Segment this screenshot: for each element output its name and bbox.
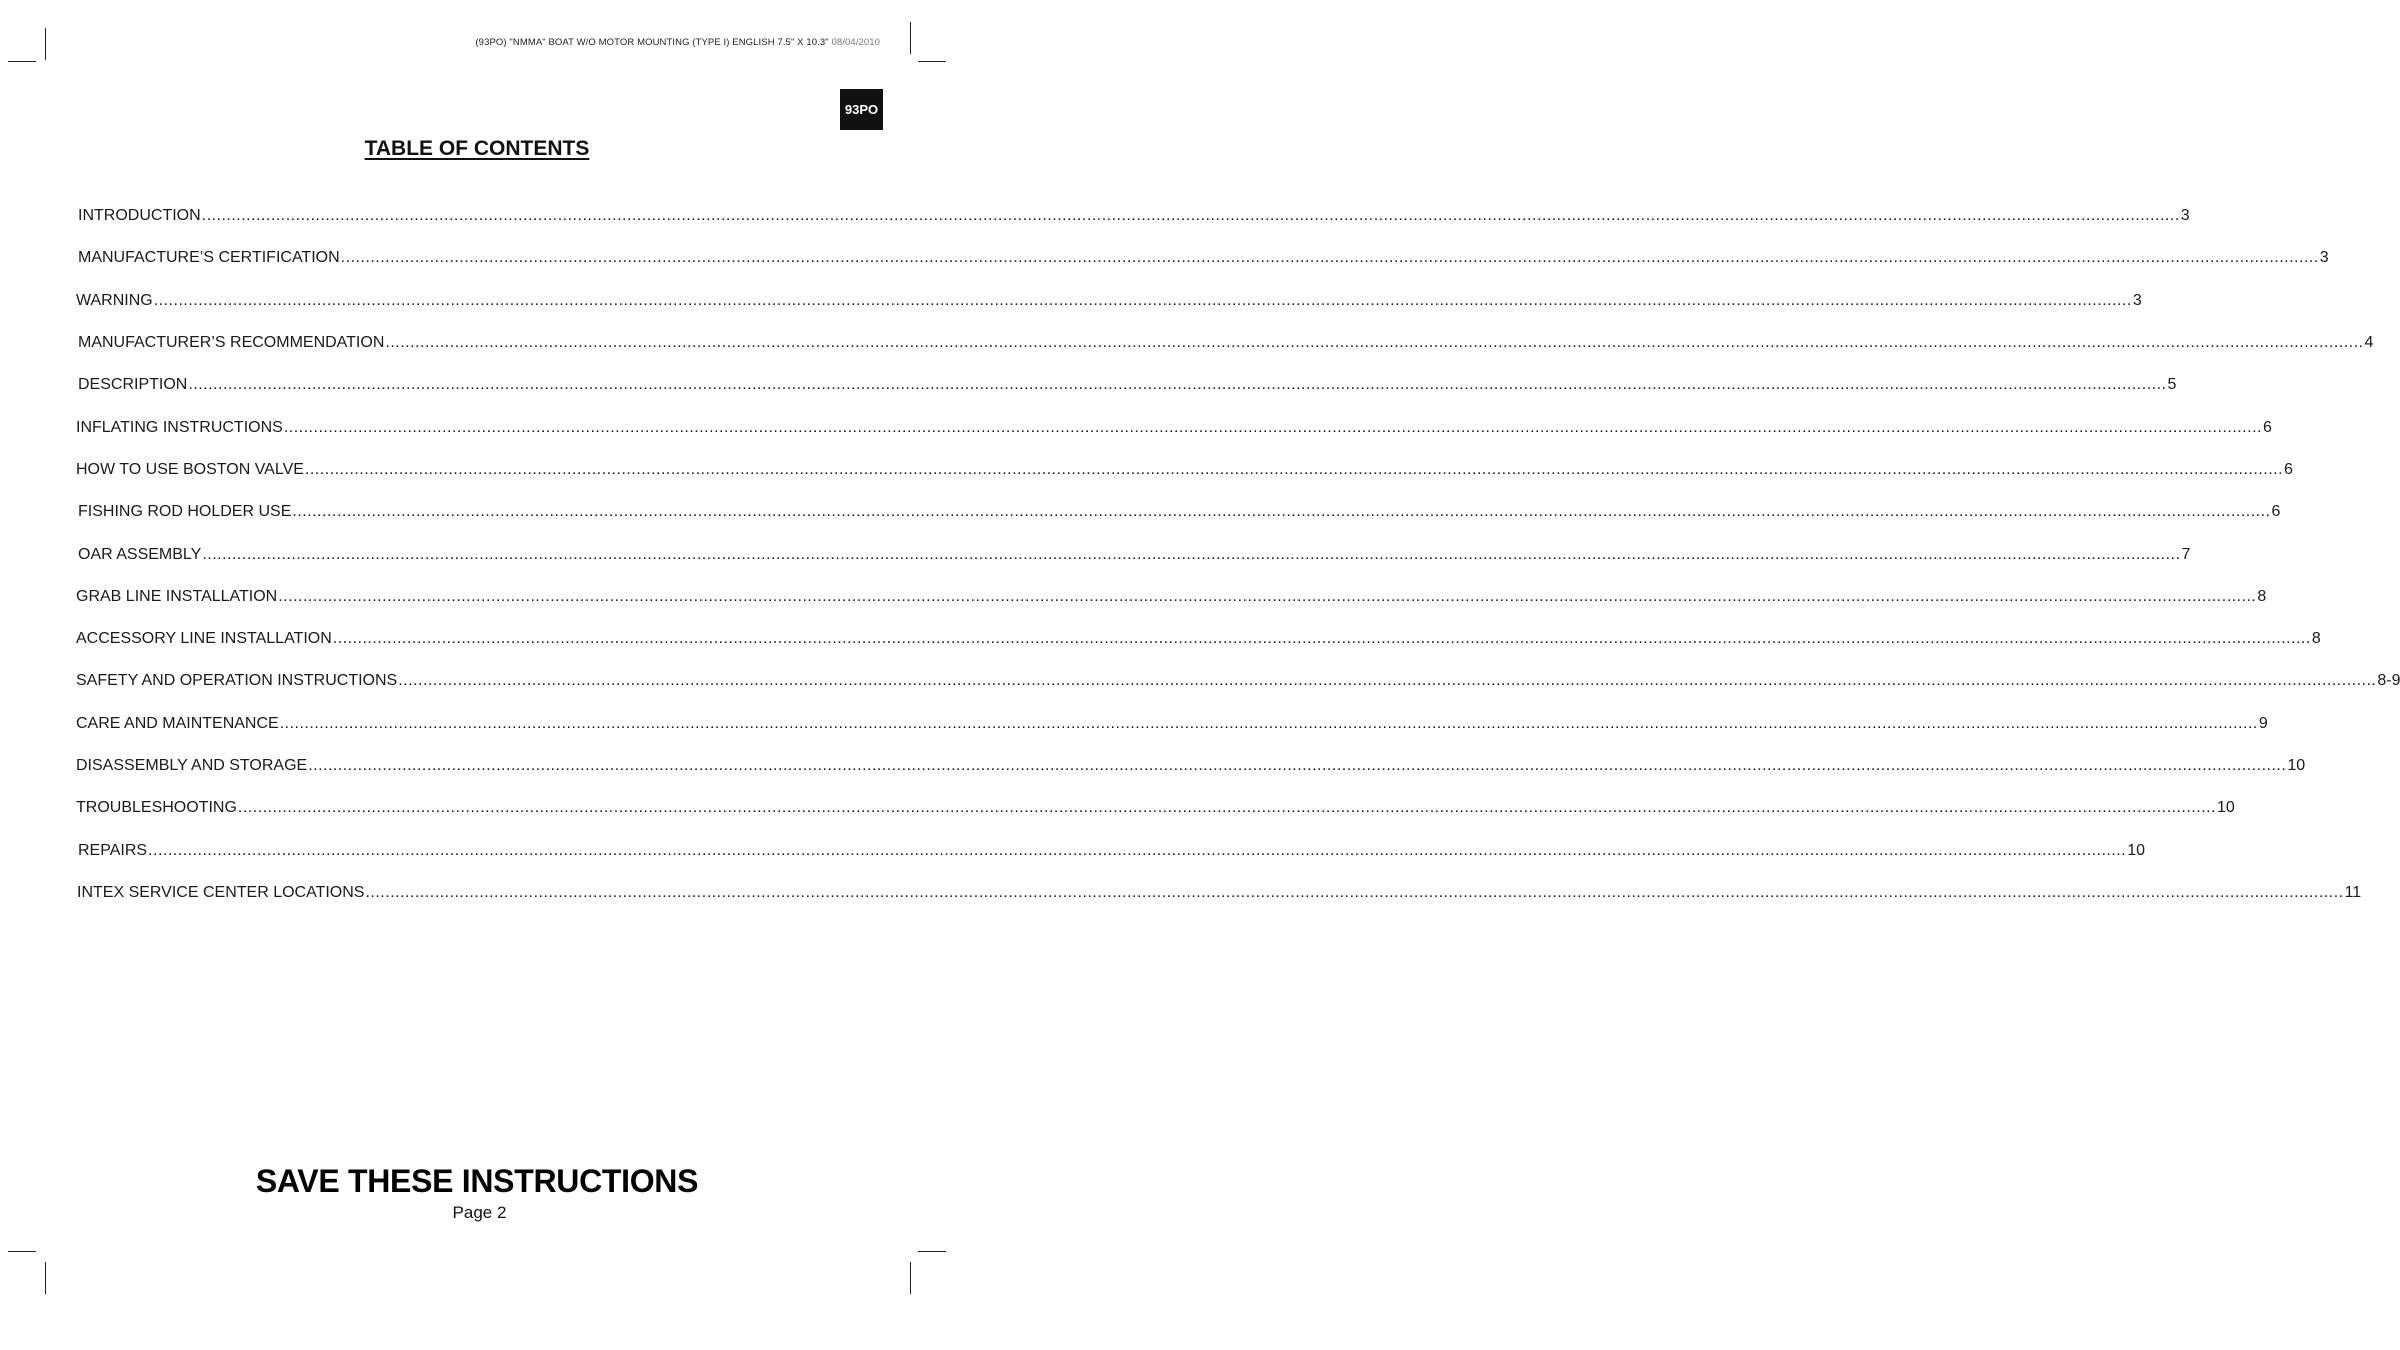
- toc-entry-page: 6: [2262, 419, 2272, 436]
- toc-entry-boston-valve[interactable]: [76, 461, 2293, 481]
- toc-entry-safety-operation[interactable]: [76, 672, 2400, 692]
- toc-entry-page: 8: [2257, 588, 2267, 605]
- toc-leader-dots: ................................................................................................................................................................................................................................................................................................................................................................................................................: [188, 376, 2167, 393]
- toc-leader-dots: ................................................................................................................................................................................................................................................................................................................................................................................................................: [308, 757, 2287, 774]
- toc-entry-page: 8: [2311, 630, 2321, 647]
- toc-leader-dots: ................................................................................................................................................................................................................................................................................................................................................................................................................: [385, 334, 2364, 351]
- toc-leader-dots: ................................................................................................................................................................................................................................................................................................................................................................................................................: [153, 292, 2132, 309]
- toc-entry-label: TROUBLESHOOTING: [76, 799, 237, 816]
- toc-entry-label: DESCRIPTION: [78, 376, 188, 393]
- toc-leader-dots: ................................................................................................................................................................................................................................................................................................................................................................................................................: [278, 588, 2257, 605]
- toc-entry-page: 6: [2284, 461, 2293, 478]
- toc-entry-label: WARNING: [76, 292, 153, 309]
- toc-leader-dots: ................................................................................................................................................................................................................................................................................................................................................................................................................: [283, 419, 2262, 436]
- toc-entry-page: 5: [2167, 376, 2177, 393]
- toc-entry-care-maintenance[interactable]: [76, 715, 2268, 735]
- toc-entry-page: 9: [2258, 715, 2268, 732]
- toc-entry-label: FISHING ROD HOLDER USE: [78, 503, 292, 520]
- toc-entry-label: DISASSEMBLY AND STORAGE: [76, 757, 308, 774]
- toc-entry-label: CARE AND MAINTENANCE: [76, 715, 279, 732]
- toc-entry-label: ACCESSORY LINE INSTALLATION: [76, 630, 332, 647]
- crop-mark-bottom-left-horizontal: [8, 1251, 36, 1252]
- toc-title: TABLE OF CONTENTS: [364, 137, 590, 160]
- toc-entry-description[interactable]: [78, 376, 2177, 396]
- toc-entry-service-centers[interactable]: [77, 884, 2362, 904]
- toc-entry-disassembly-storage[interactable]: [76, 757, 2306, 777]
- product-code-badge: 93PO: [840, 89, 883, 130]
- toc-entry-label: INTEX SERVICE CENTER LOCATIONS: [77, 884, 365, 901]
- toc-leader-dots: ................................................................................................................................................................................................................................................................................................................................................................................................................: [398, 672, 2377, 689]
- toc-leader-dots: ................................................................................................................................................................................................................................................................................................................................................................................................................: [237, 799, 2217, 816]
- toc-entry-label: OAR ASSEMBLY: [78, 546, 202, 563]
- crop-mark-top-left-horizontal: [8, 61, 36, 62]
- crop-mark-top-right-vertical: [910, 22, 911, 54]
- toc-entry-inflating-instructions[interactable]: [76, 419, 2272, 439]
- print-spec-text: (93PO) "NMMA" BOAT W/O MOTOR MOUNTING (TYPE I) ENGLISH 7.5" X 10.3": [475, 37, 829, 48]
- toc-leader-dots: ................................................................................................................................................................................................................................................................................................................................................................................................................: [279, 715, 2258, 732]
- toc-entry-label: GRAB LINE INSTALLATION: [76, 588, 278, 605]
- toc-entry-label: REPAIRS: [78, 842, 148, 859]
- toc-entry-grab-line[interactable]: [76, 588, 2267, 608]
- print-spec-header: [475, 37, 880, 48]
- toc-leader-dots: ................................................................................................................................................................................................................................................................................................................................................................................................................: [340, 249, 2319, 266]
- print-date: 08/04/2010: [831, 37, 880, 48]
- crop-mark-bottom-right-vertical: [910, 1262, 911, 1294]
- toc-leader-dots: ................................................................................................................................................................................................................................................................................................................................................................................................................: [202, 546, 2181, 563]
- toc-leader-dots: ................................................................................................................................................................................................................................................................................................................................................................................................................: [292, 503, 2271, 520]
- toc-entry-page: 3: [2180, 207, 2190, 224]
- save-instructions-heading: SAVE THESE INSTRUCTIONS: [255, 1163, 699, 1199]
- toc-entry-page: 3: [2319, 249, 2329, 266]
- toc-entry-warning[interactable]: [76, 292, 2142, 312]
- toc-entry-page: 8-9: [2377, 672, 2400, 689]
- toc-entry-page: 3: [2132, 292, 2142, 309]
- toc-entry-repairs[interactable]: [78, 842, 2145, 862]
- crop-mark-top-left-vertical: [45, 28, 46, 60]
- toc-leader-dots: ................................................................................................................................................................................................................................................................................................................................................................................................................: [201, 207, 2180, 224]
- toc-entry-fishing-rod-holder[interactable]: [78, 503, 2281, 523]
- toc-entry-label: HOW TO USE BOSTON VALVE: [76, 461, 304, 478]
- crop-mark-bottom-right-horizontal: [918, 1251, 946, 1252]
- toc-entry-page: 4: [2364, 334, 2374, 351]
- toc-entry-accessory-line[interactable]: [76, 630, 2321, 650]
- toc-entry-manufacturer-recommendation[interactable]: [78, 334, 2374, 354]
- toc-entry-label: MANUFACTURE’S CERTIFICATION: [78, 249, 340, 266]
- toc-entry-troubleshooting[interactable]: [76, 799, 2235, 819]
- toc-entry-page: 6: [2271, 503, 2281, 520]
- toc-leader-dots: ................................................................................................................................................................................................................................................................................................................................................................................................................: [365, 884, 2344, 901]
- toc-entry-page: 10: [2217, 799, 2235, 816]
- toc-entry-page: 7: [2181, 546, 2191, 563]
- toc-entry-label: SAFETY AND OPERATION INSTRUCTIONS: [76, 672, 398, 689]
- toc-entry-page: 10: [2287, 757, 2306, 774]
- toc-entry-label: INTRODUCTION: [78, 207, 201, 224]
- toc-leader-dots: ................................................................................................................................................................................................................................................................................................................................................................................................................: [304, 461, 2284, 478]
- toc-entry-oar-assembly[interactable]: [78, 546, 2191, 566]
- toc-entry-page: 11: [2344, 884, 2362, 901]
- toc-entry-label: MANUFACTURER’S RECOMMENDATION: [78, 334, 385, 351]
- toc-entry-page: 10: [2127, 842, 2145, 859]
- crop-mark-bottom-left-vertical: [45, 1262, 46, 1294]
- toc-leader-dots: ................................................................................................................................................................................................................................................................................................................................................................................................................: [148, 842, 2127, 859]
- page-number: Page 2: [452, 1203, 507, 1222]
- toc-entry-label: INFLATING INSTRUCTIONS: [76, 419, 283, 436]
- crop-mark-top-right-horizontal: [918, 61, 946, 62]
- toc-leader-dots: ................................................................................................................................................................................................................................................................................................................................................................................................................: [332, 630, 2311, 647]
- toc-entry-manufacture-certification[interactable]: [78, 249, 2329, 269]
- toc-entry-introduction[interactable]: [78, 207, 2190, 227]
